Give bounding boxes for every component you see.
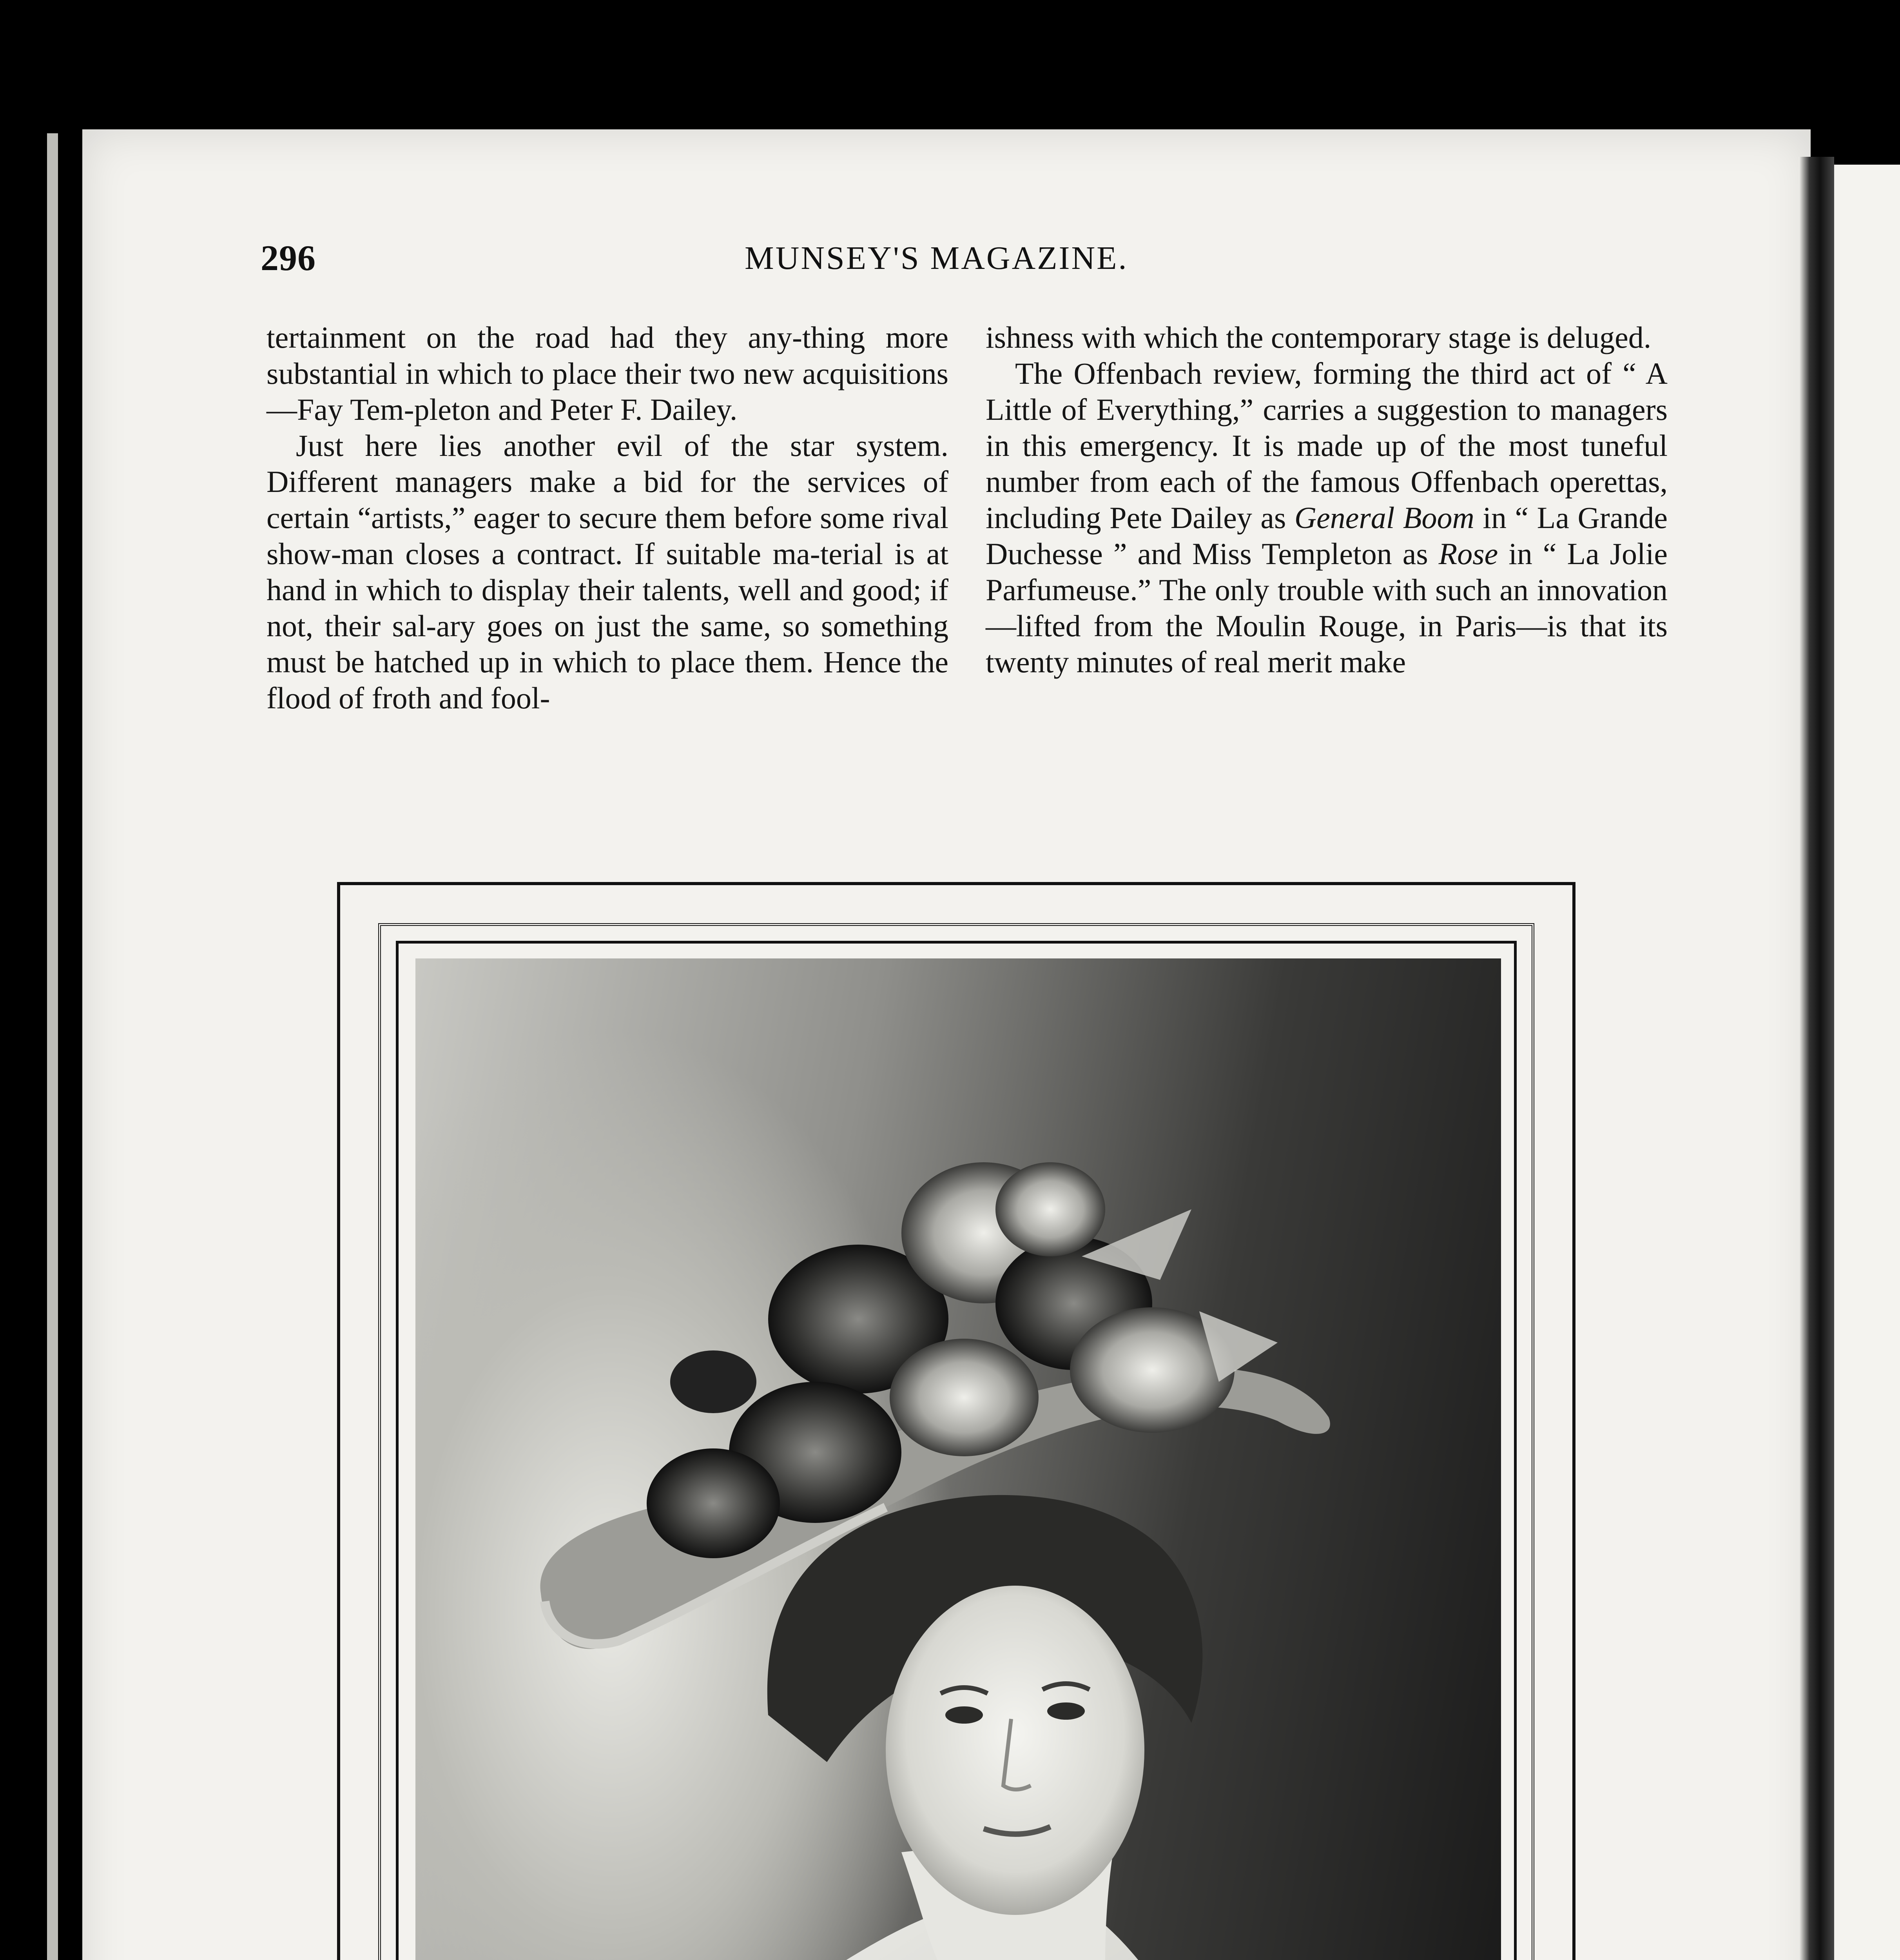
paragraph-text: in “ La Grande Duchesse ” and Miss Templeton as [986, 501, 1668, 571]
portrait-illustration [415, 958, 1501, 1960]
text-column-right [986, 319, 1668, 825]
book-gutter [1799, 157, 1834, 1960]
page-edge [47, 133, 58, 1960]
paragraph: Just here lies another evil of the star system. Different managers make a bid for the services of certain “artists,” eager to secure them before some rival show-man closes a contract. If suitable ma-terial is at hand in which to display their talents, well and good; if not, their sal-ary goes on just the same, so something must be hatched up in which to place them. Hence the flood of froth and fool- [267, 428, 948, 715]
text-column-left [267, 319, 948, 825]
portrait-photograph [415, 958, 1501, 1960]
running-head: MUNSEY'S MAGAZINE. [745, 240, 1128, 276]
paragraph: tertainment on the road had they any-thing more substantial in which to place their two new acquisitions—Fay Tem-pleton and Peter F. Dailey. [267, 320, 948, 426]
paragraph [986, 356, 1668, 680]
role-name: General Boom [1294, 501, 1474, 535]
role-name: Rose [1438, 537, 1498, 571]
facing-page-edge [1834, 165, 1900, 1960]
page-number: 296 [261, 238, 316, 278]
paragraph-text: The Offenbach review, forming the third act of “ A Little of Everything,” carries a suggestion to managers in this emergency. It is made up of the most tuneful number from each of the famous Offenbach operettas, including Pete Dailey as [986, 356, 1668, 535]
paragraph-text: in “ La Jolie Parfumeuse.” The only trouble with such an innovation—lifted from the Moulin Rouge, in Paris—is that its twenty minutes of real merit make [986, 537, 1668, 679]
paragraph: ishness with which the contemporary stage is deluged. [986, 320, 1652, 354]
